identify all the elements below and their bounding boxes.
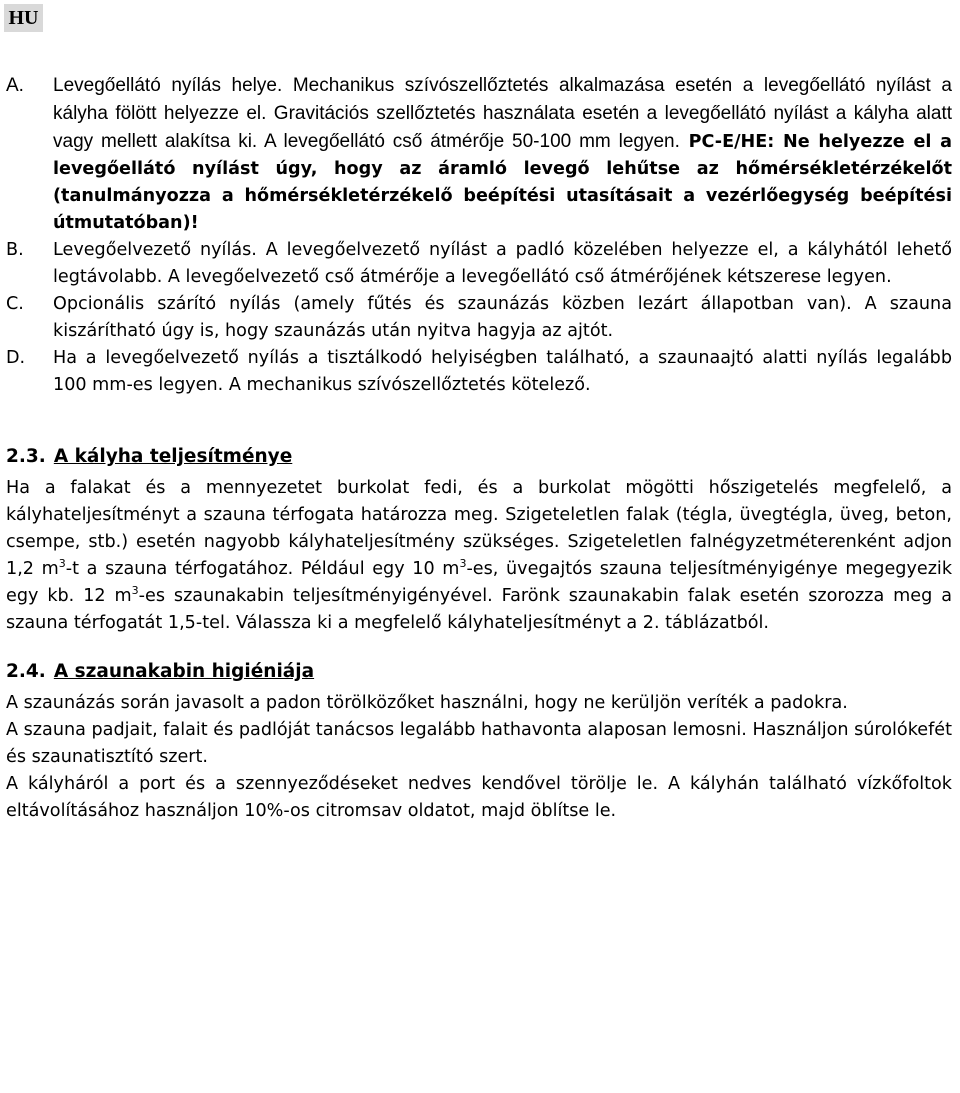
- hygiene-paragraph-2: A szauna padjait, falait és padlóját tanácsos legalább hathavonta alaposan lemosni. Használjon súrolókefét és szaunatisztító szert.: [6, 720, 952, 767]
- item-b-text: Levegőelvezető nyílás. A levegőelvezető nyílást a padló közelében helyezze el, a kályhától lehető legtávolabb. A levegőelvezető cső átmérője a levegőellátó cső átmérőjének kétszerese legyen.: [53, 240, 952, 287]
- list-letter: B.: [6, 240, 24, 260]
- item-a-text: Mechanikus szívószellőztetés alkalmazása esetén a levegőellátó nyílást a kályha fölött helyezze el. Gravitációs szellőztetés használata esetén a levegőellátó nyílást a kályha alatt vagy mellett alakítsa ki. A levegőellátó cső átmérője 50-100 mm legyen.: [53, 75, 952, 152]
- list-item-d: [6, 345, 952, 399]
- section-heading-2-3: [6, 443, 952, 470]
- superscript: 3: [58, 557, 66, 571]
- list-item-a: [6, 72, 952, 237]
- paragraph-text: -es, üvegajtós szauna teljesítményigénye megegyezik egy kb. 12 m: [6, 559, 953, 606]
- superscript: 3: [459, 557, 467, 571]
- item-a-note: PC-E/HE: Ne helyezze el a levegőellátó nyílást úgy, hogy az áramló levegő lehűtse az hőmérsékletérzékelőt (tanulmányozza a hőmérsékletérzékelő beépítési utasításait a vezérlőegység beépítési útmutatóban)!: [53, 132, 953, 233]
- item-a-heading: Levegőellátó nyílás helye.: [53, 75, 283, 96]
- list-letter: A.: [6, 75, 24, 96]
- item-c-text: Opcionális szárító nyílás (amely fűtés és szaunázás közben lezárt állapotban van). A szauna kiszárítható úgy is, hogy szaunázás után nyitva hagyja az ajtót.: [53, 294, 952, 341]
- language-tag: HU: [4, 4, 43, 32]
- paragraph-text: -es szaunakabin teljesítményigényével. Farönk szaunakabin falak esetén szorozza meg a szauna térfogatát 1,5-tel. Válassza ki a megfelelő kályhateljesítményt a 2. táblázatból.: [6, 586, 952, 633]
- section-heading-2-4: [6, 658, 952, 685]
- section-title: A szaunakabin higiéniája: [53, 661, 315, 682]
- list-item-b: [6, 237, 952, 291]
- superscript: 3: [131, 584, 139, 598]
- section-number: 2.4.: [6, 661, 46, 682]
- paragraph-text: -t a szauna térfogatához. Például egy 10 m: [65, 559, 460, 579]
- section-number: 2.3.: [6, 446, 46, 467]
- hygiene-paragraph-1: A szaunázás során javasolt a padon törölközőket használni, hogy ne kerüljön veríték a padokra.: [6, 693, 848, 713]
- list-letter: C.: [6, 294, 24, 314]
- paragraph-text: Ha a falakat és a mennyezetet burkolat fedi, és a burkolat mögötti hőszigetelés megfelelő, a kályhateljesítményt a szauna térfogata határozza meg. Szigeteletlen falak (tégla, üvegtégla, üveg, beton, csempe, stb.) esetén nagyobb kályhateljesítmény szükséges. Szigeteletlen falnégyzetméterenként adjon 1,2 m: [6, 478, 952, 579]
- hygiene-paragraph-3: A kályháról a port és a szennyeződéseket nedves kendővel törölje le. A kályhán található vízkőfoltok eltávolításához használjon 10%-os citromsav oldatot, majd öblítse le.: [6, 774, 952, 821]
- section-title: A kályha teljesítménye: [53, 446, 293, 467]
- list-letter: D.: [6, 348, 26, 368]
- list-item-c: [6, 291, 952, 345]
- document-body: [6, 72, 952, 825]
- item-d-text: Ha a levegőelvezető nyílás a tisztálkodó helyiségben található, a szaunaajtó alatti nyílás legalább 100 mm-es legyen. A mechanikus szívószellőztetés kötelező.: [53, 348, 952, 395]
- section-2-3-paragraph: [6, 475, 952, 637]
